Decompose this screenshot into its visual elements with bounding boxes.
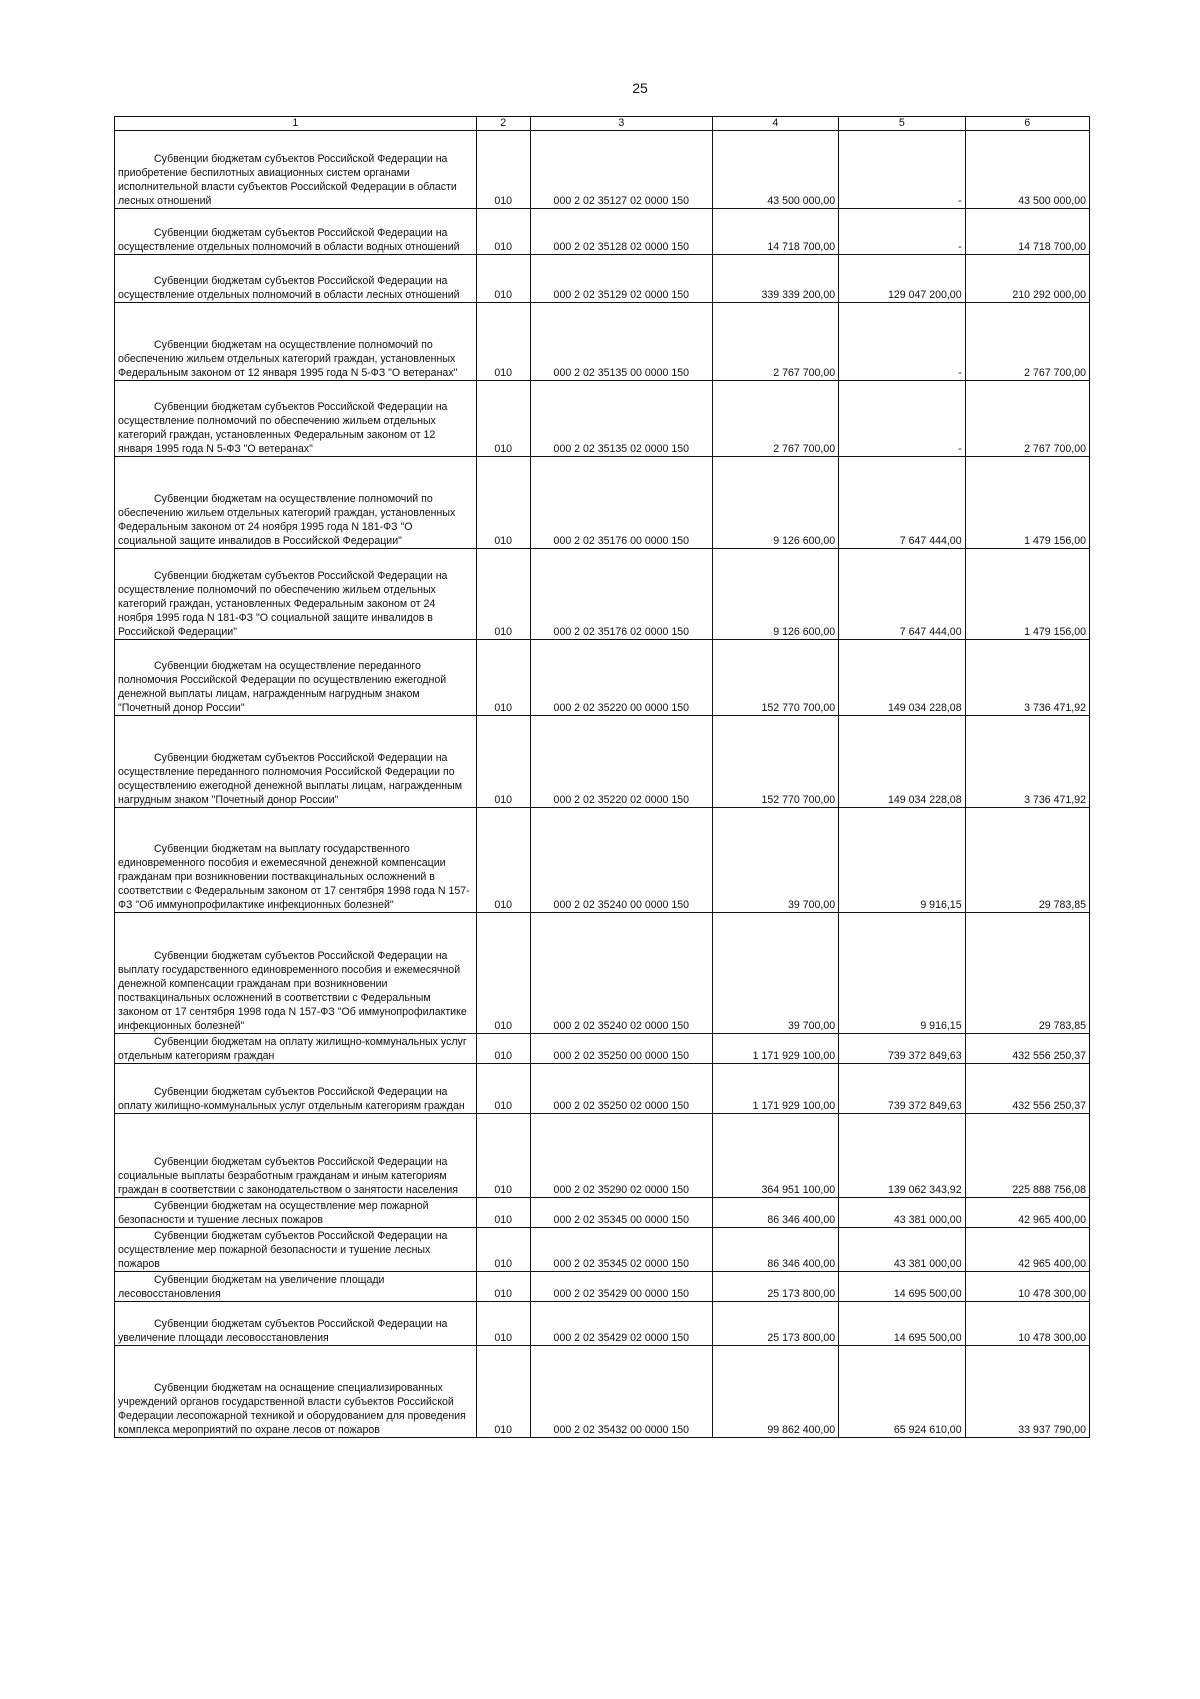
row-income-code: 000 2 02 35429 02 0000 150 bbox=[530, 1302, 712, 1346]
row-line-code: 010 bbox=[476, 1114, 530, 1198]
row-approved-amount: 364 951 100,00 bbox=[712, 1114, 838, 1198]
row-remaining-amount: 33 937 790,00 bbox=[965, 1346, 1089, 1438]
row-remaining-amount: 1 479 156,00 bbox=[965, 457, 1089, 549]
row-income-code: 000 2 02 35432 00 0000 150 bbox=[530, 1346, 712, 1438]
row-remaining-amount: 3 736 471,92 bbox=[965, 716, 1089, 808]
row-line-code: 010 bbox=[476, 913, 530, 1034]
page-number: 25 bbox=[632, 80, 648, 96]
row-approved-amount: 2 767 700,00 bbox=[712, 381, 838, 457]
row-description: Субвенции бюджетам субъектов Российской Федерации на приобретение беспилотных авиационных систем органами исполнительной власти субъектов Российской Федерации в области лесных отношений bbox=[115, 131, 477, 209]
row-approved-amount: 2 767 700,00 bbox=[712, 303, 838, 381]
column-number-row bbox=[115, 117, 1090, 131]
row-executed-amount: 7 647 444,00 bbox=[839, 457, 965, 549]
row-executed-amount: 7 647 444,00 bbox=[839, 549, 965, 640]
table-row bbox=[115, 1198, 1090, 1228]
row-income-code: 000 2 02 35345 02 0000 150 bbox=[530, 1228, 712, 1272]
row-approved-amount: 86 346 400,00 bbox=[712, 1228, 838, 1272]
column-number: 5 bbox=[839, 117, 965, 131]
row-remaining-amount: 2 767 700,00 bbox=[965, 381, 1089, 457]
row-description: Субвенции бюджетам субъектов Российской Федерации на осуществление отдельных полномочий в области водных отношений bbox=[115, 209, 477, 255]
row-executed-amount: - bbox=[839, 381, 965, 457]
row-approved-amount: 39 700,00 bbox=[712, 808, 838, 913]
row-remaining-amount: 225 888 756,08 bbox=[965, 1114, 1089, 1198]
row-approved-amount: 1 171 929 100,00 bbox=[712, 1034, 838, 1064]
row-income-code: 000 2 02 35127 02 0000 150 bbox=[530, 131, 712, 209]
row-executed-amount: 149 034 228,08 bbox=[839, 640, 965, 716]
row-description: Субвенции бюджетам на оплату жилищно-коммунальных услуг отдельным категориям граждан bbox=[115, 1034, 477, 1064]
row-income-code: 000 2 02 35250 00 0000 150 bbox=[530, 1034, 712, 1064]
row-income-code: 000 2 02 35240 02 0000 150 bbox=[530, 913, 712, 1034]
row-approved-amount: 25 173 800,00 bbox=[712, 1302, 838, 1346]
row-income-code: 000 2 02 35345 00 0000 150 bbox=[530, 1198, 712, 1228]
row-income-code: 000 2 02 35128 02 0000 150 bbox=[530, 209, 712, 255]
table-row bbox=[115, 808, 1090, 913]
row-remaining-amount: 14 718 700,00 bbox=[965, 209, 1089, 255]
row-executed-amount: - bbox=[839, 131, 965, 209]
row-description: Субвенции бюджетам на осуществление полномочий по обеспечению жильем отдельных категорий граждан, установленных Федеральным законом от 12 января 1995 года N 5-ФЗ "О ветеранах" bbox=[115, 303, 477, 381]
row-approved-amount: 86 346 400,00 bbox=[712, 1198, 838, 1228]
row-executed-amount: 14 695 500,00 bbox=[839, 1302, 965, 1346]
row-income-code: 000 2 02 35240 00 0000 150 bbox=[530, 808, 712, 913]
row-remaining-amount: 29 783,85 bbox=[965, 808, 1089, 913]
row-income-code: 000 2 02 35176 00 0000 150 bbox=[530, 457, 712, 549]
table-row bbox=[115, 303, 1090, 381]
row-approved-amount: 39 700,00 bbox=[712, 913, 838, 1034]
row-approved-amount: 9 126 600,00 bbox=[712, 549, 838, 640]
table-row bbox=[115, 255, 1090, 303]
row-line-code: 010 bbox=[476, 1272, 530, 1302]
row-line-code: 010 bbox=[476, 1064, 530, 1114]
row-income-code: 000 2 02 35220 02 0000 150 bbox=[530, 716, 712, 808]
row-description: Субвенции бюджетам субъектов Российской Федерации на социальные выплаты безработным гражданам и иным категориям граждан в соответствии с законодательством о занятости населения bbox=[115, 1114, 477, 1198]
table-row bbox=[115, 1228, 1090, 1272]
row-income-code: 000 2 02 35429 00 0000 150 bbox=[530, 1272, 712, 1302]
row-income-code: 000 2 02 35220 00 0000 150 bbox=[530, 640, 712, 716]
table-row bbox=[115, 549, 1090, 640]
table-row bbox=[115, 716, 1090, 808]
column-number: 1 bbox=[115, 117, 477, 131]
table-row bbox=[115, 1302, 1090, 1346]
row-executed-amount: 65 924 610,00 bbox=[839, 1346, 965, 1438]
row-line-code: 010 bbox=[476, 1346, 530, 1438]
row-description: Субвенции бюджетам субъектов Российской Федерации на осуществление полномочий по обеспечению жильем отдельных категорий граждан, установленных Федеральным законом от 12 января 1995 года N 5-ФЗ "О ветеранах" bbox=[115, 381, 477, 457]
row-income-code: 000 2 02 35176 02 0000 150 bbox=[530, 549, 712, 640]
row-remaining-amount: 43 500 000,00 bbox=[965, 131, 1089, 209]
row-line-code: 010 bbox=[476, 457, 530, 549]
row-description: Субвенции бюджетам субъектов Российской Федерации на осуществление полномочий по обеспечению жильем отдельных категорий граждан, установленных Федеральным законом от 24 ноября 1995 года N 181-ФЗ "О социальной защите инвалидов в Российской Федерации" bbox=[115, 549, 477, 640]
row-executed-amount: 139 062 343,92 bbox=[839, 1114, 965, 1198]
row-executed-amount: 43 381 000,00 bbox=[839, 1228, 965, 1272]
row-description: Субвенции бюджетам субъектов Российской Федерации на осуществление мер пожарной безопасности и тушение лесных пожаров bbox=[115, 1228, 477, 1272]
budget-execution-table bbox=[114, 116, 1090, 1438]
row-line-code: 010 bbox=[476, 255, 530, 303]
table-row bbox=[115, 381, 1090, 457]
row-income-code: 000 2 02 35290 02 0000 150 bbox=[530, 1114, 712, 1198]
row-line-code: 010 bbox=[476, 1198, 530, 1228]
row-description: Субвенции бюджетам субъектов Российской Федерации на осуществление отдельных полномочий в области лесных отношений bbox=[115, 255, 477, 303]
table-row bbox=[115, 1034, 1090, 1064]
row-description: Субвенции бюджетам субъектов Российской Федерации на увеличение площади лесовосстановления bbox=[115, 1302, 477, 1346]
column-number: 3 bbox=[530, 117, 712, 131]
row-income-code: 000 2 02 35250 02 0000 150 bbox=[530, 1064, 712, 1114]
row-approved-amount: 152 770 700,00 bbox=[712, 716, 838, 808]
row-description: Субвенции бюджетам на увеличение площади лесовосстановления bbox=[115, 1272, 477, 1302]
row-approved-amount: 43 500 000,00 bbox=[712, 131, 838, 209]
column-number: 6 bbox=[965, 117, 1089, 131]
row-line-code: 010 bbox=[476, 1228, 530, 1272]
row-remaining-amount: 29 783,85 bbox=[965, 913, 1089, 1034]
row-executed-amount: - bbox=[839, 209, 965, 255]
row-income-code: 000 2 02 35135 02 0000 150 bbox=[530, 381, 712, 457]
row-line-code: 010 bbox=[476, 640, 530, 716]
row-approved-amount: 14 718 700,00 bbox=[712, 209, 838, 255]
row-line-code: 010 bbox=[476, 209, 530, 255]
row-description: Субвенции бюджетам субъектов Российской Федерации на осуществление переданного полномочия Российской Федерации по осуществлению ежегодной денежной выплаты лицам, награжденным нагрудным знаком "Почетный донор России" bbox=[115, 716, 477, 808]
row-remaining-amount: 210 292 000,00 bbox=[965, 255, 1089, 303]
row-approved-amount: 152 770 700,00 bbox=[712, 640, 838, 716]
row-line-code: 010 bbox=[476, 549, 530, 640]
row-description: Субвенции бюджетам на осуществление переданного полномочия Российской Федерации по осуществлению ежегодной денежной выплаты лицам, награжденным нагрудным знаком "Почетный донор России" bbox=[115, 640, 477, 716]
row-description: Субвенции бюджетам на осуществление мер пожарной безопасности и тушение лесных пожаров bbox=[115, 1198, 477, 1228]
row-description: Субвенции бюджетам на осуществление полномочий по обеспечению жильем отдельных категорий граждан, установленных Федеральным законом от 24 ноября 1995 года N 181-ФЗ "О социальной защите инвалидов в Российской Федерации" bbox=[115, 457, 477, 549]
row-line-code: 010 bbox=[476, 303, 530, 381]
row-executed-amount: 149 034 228,08 bbox=[839, 716, 965, 808]
row-line-code: 010 bbox=[476, 808, 530, 913]
row-line-code: 010 bbox=[476, 716, 530, 808]
row-description: Субвенции бюджетам на выплату государственного единовременного пособия и ежемесячной денежной компенсации гражданам при возникновении поствакцинальных осложнений в соответствии с Федеральным законом от 17 сентября 1998 года N 157-ФЗ "Об иммунопрофилактике инфекционных болезней" bbox=[115, 808, 477, 913]
row-executed-amount: 14 695 500,00 bbox=[839, 1272, 965, 1302]
table-row bbox=[115, 913, 1090, 1034]
row-executed-amount: 739 372 849,63 bbox=[839, 1064, 965, 1114]
row-executed-amount: 739 372 849,63 bbox=[839, 1034, 965, 1064]
row-remaining-amount: 3 736 471,92 bbox=[965, 640, 1089, 716]
table-row bbox=[115, 1346, 1090, 1438]
row-remaining-amount: 10 478 300,00 bbox=[965, 1302, 1089, 1346]
row-remaining-amount: 42 965 400,00 bbox=[965, 1198, 1089, 1228]
table-row bbox=[115, 640, 1090, 716]
row-description: Субвенции бюджетам субъектов Российской Федерации на выплату государственного единовременного пособия и ежемесячной денежной компенсации гражданам при возникновении поствакцинальных осложнений в соответствии с Федеральным законом от 17 сентября 1998 года N 157-ФЗ "Об иммунопрофилактике инфекционных болезней" bbox=[115, 913, 477, 1034]
table-row bbox=[115, 457, 1090, 549]
row-approved-amount: 9 126 600,00 bbox=[712, 457, 838, 549]
column-number: 2 bbox=[476, 117, 530, 131]
table-row bbox=[115, 131, 1090, 209]
row-approved-amount: 25 173 800,00 bbox=[712, 1272, 838, 1302]
row-income-code: 000 2 02 35135 00 0000 150 bbox=[530, 303, 712, 381]
row-line-code: 010 bbox=[476, 1034, 530, 1064]
row-executed-amount: 129 047 200,00 bbox=[839, 255, 965, 303]
row-remaining-amount: 1 479 156,00 bbox=[965, 549, 1089, 640]
row-executed-amount: 43 381 000,00 bbox=[839, 1198, 965, 1228]
row-income-code: 000 2 02 35129 02 0000 150 bbox=[530, 255, 712, 303]
row-remaining-amount: 432 556 250,37 bbox=[965, 1064, 1089, 1114]
column-number: 4 bbox=[712, 117, 838, 131]
row-remaining-amount: 42 965 400,00 bbox=[965, 1228, 1089, 1272]
row-approved-amount: 1 171 929 100,00 bbox=[712, 1064, 838, 1114]
table-row bbox=[115, 1272, 1090, 1302]
table-row bbox=[115, 1114, 1090, 1198]
row-description: Субвенции бюджетам на оснащение специализированных учреждений органов государственной власти субъектов Российской Федерации лесопожарной техникой и оборудованием для проведения комплекса мероприятий по охране лесов от пожаров bbox=[115, 1346, 477, 1438]
row-remaining-amount: 2 767 700,00 bbox=[965, 303, 1089, 381]
row-line-code: 010 bbox=[476, 131, 530, 209]
table-row bbox=[115, 209, 1090, 255]
row-description: Субвенции бюджетам субъектов Российской Федерации на оплату жилищно-коммунальных услуг отдельным категориям граждан bbox=[115, 1064, 477, 1114]
row-approved-amount: 339 339 200,00 bbox=[712, 255, 838, 303]
row-executed-amount: - bbox=[839, 303, 965, 381]
row-line-code: 010 bbox=[476, 1302, 530, 1346]
row-approved-amount: 99 862 400,00 bbox=[712, 1346, 838, 1438]
row-executed-amount: 9 916,15 bbox=[839, 808, 965, 913]
table-row bbox=[115, 1064, 1090, 1114]
row-remaining-amount: 432 556 250,37 bbox=[965, 1034, 1089, 1064]
row-remaining-amount: 10 478 300,00 bbox=[965, 1272, 1089, 1302]
row-executed-amount: 9 916,15 bbox=[839, 913, 965, 1034]
row-line-code: 010 bbox=[476, 381, 530, 457]
